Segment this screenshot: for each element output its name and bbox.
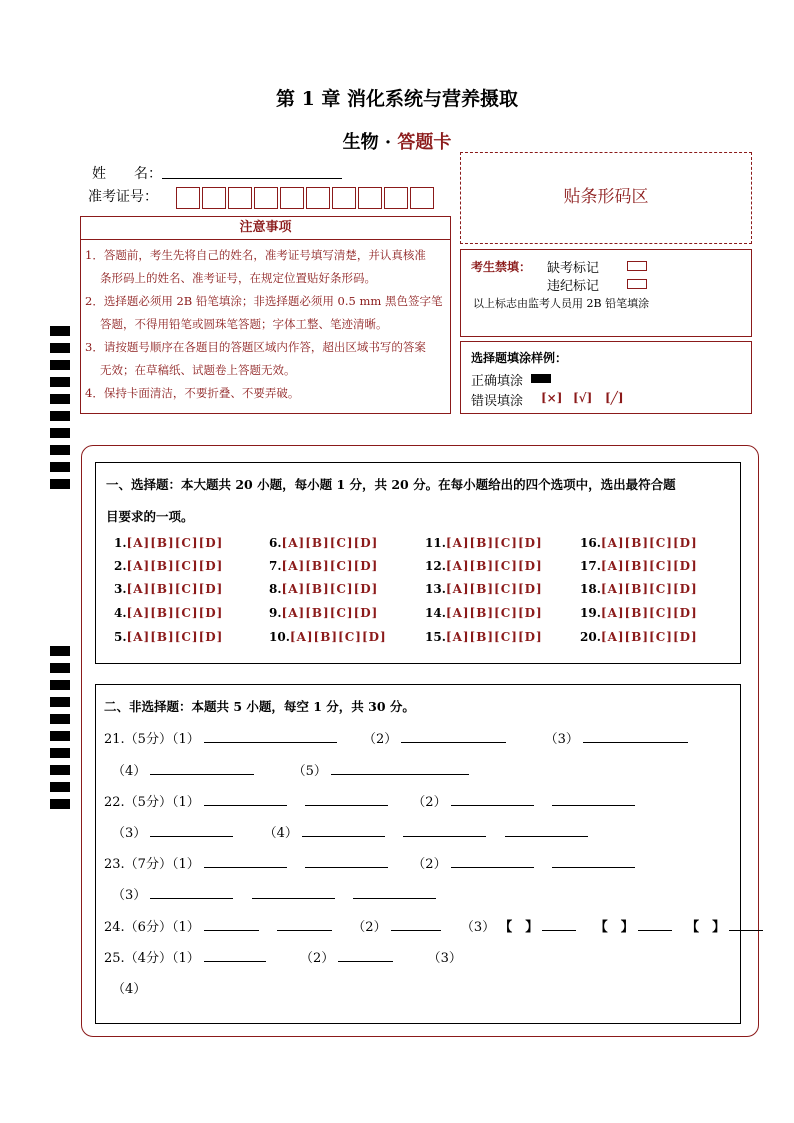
id-digit-box[interactable] — [358, 187, 382, 209]
answer-blank[interactable] — [150, 884, 233, 899]
answer-blank[interactable] — [391, 916, 441, 931]
id-digit-box[interactable] — [384, 187, 408, 209]
notice-item: 3．请按题号顺序在各题目的答题区域内作答，超出区域书写的答案 — [85, 340, 426, 354]
examiner-only-box — [460, 249, 752, 337]
card-label: 答题卡 — [397, 132, 452, 153]
question-row[interactable]: 7.[A][B][C][D] — [269, 559, 379, 573]
answer-blank[interactable] — [277, 916, 332, 931]
correct-fill-label: 正确填涂 — [471, 374, 524, 389]
answer-blank[interactable] — [302, 822, 385, 837]
answer-blank[interactable] — [204, 791, 287, 806]
question-row[interactable]: 11.[A][B][C][D] — [425, 536, 543, 550]
timing-mark — [50, 697, 70, 707]
chapter-label: 第 1 章 — [275, 88, 341, 110]
answer-blank[interactable] — [729, 916, 763, 931]
question-row[interactable]: 3.[A][B][C][D] — [114, 582, 224, 596]
timing-mark — [50, 663, 70, 673]
topic-label: 消化系统与营养摄取 — [347, 88, 519, 110]
wrong-mark-check: [√] — [573, 391, 593, 405]
answer-blank[interactable] — [552, 853, 635, 868]
answer-blank[interactable] — [331, 760, 469, 775]
notice-title: 注意事项 — [81, 217, 450, 240]
forbidden-label: 考生禁填： — [471, 260, 532, 274]
question-24: 24.（6分）（1） （2） （3） 【 】 【 】 【 】 — [104, 916, 763, 935]
id-digit-box[interactable] — [332, 187, 356, 209]
answer-blank[interactable] — [150, 760, 254, 775]
section1-title-line2: 目要求的一项。 — [106, 509, 194, 524]
timing-mark — [50, 646, 70, 656]
violation-mark-box[interactable] — [627, 279, 647, 289]
filled-mark-icon — [531, 374, 551, 383]
multiple-choice-section — [95, 462, 741, 664]
timing-mark — [50, 360, 70, 370]
timing-mark — [50, 343, 70, 353]
answer-blank[interactable] — [552, 791, 635, 806]
question-row[interactable]: 12.[A][B][C][D] — [425, 559, 543, 573]
wrong-fill-label: 错误填涂 — [471, 394, 524, 409]
id-digit-box[interactable] — [228, 187, 252, 209]
question-row[interactable]: 9.[A][B][C][D] — [269, 606, 379, 620]
answer-blank[interactable] — [451, 791, 534, 806]
timing-mark — [50, 799, 70, 809]
forbidden-note: 以上标志由监考人员用 2B 铅笔填涂 — [473, 297, 650, 310]
question-row[interactable]: 8.[A][B][C][D] — [269, 582, 379, 596]
question-row[interactable]: 4.[A][B][C][D] — [114, 606, 224, 620]
question-23-cont: （3） — [112, 884, 436, 903]
absent-mark-box[interactable] — [627, 261, 647, 271]
question-row[interactable]: 18.[A][B][C][D] — [580, 582, 698, 596]
notice-item: 无效；在草稿纸、试题卷上答题无效。 — [100, 363, 296, 377]
question-25: 25.（4分）（1） （2） （3） — [104, 947, 462, 966]
timing-mark — [50, 714, 70, 724]
subject-label: 生物 — [342, 132, 379, 153]
timing-mark — [50, 731, 70, 741]
question-row[interactable]: 15.[A][B][C][D] — [425, 630, 543, 644]
dot-separator: · — [384, 132, 392, 153]
answer-blank[interactable] — [252, 884, 335, 899]
timing-mark — [50, 411, 70, 421]
id-digit-box[interactable] — [410, 187, 434, 209]
answer-blank[interactable] — [583, 728, 688, 743]
answer-blank[interactable] — [305, 791, 388, 806]
notice-item: 4．保持卡面清洁，不要折叠、不要弄破。 — [85, 386, 300, 400]
page-title — [0, 84, 794, 111]
question-row[interactable]: 13.[A][B][C][D] — [425, 582, 543, 596]
timing-mark — [50, 680, 70, 690]
answer-blank[interactable] — [150, 822, 233, 837]
notice-box — [80, 216, 451, 414]
id-digit-box[interactable] — [280, 187, 304, 209]
question-row[interactable]: 5.[A][B][C][D] — [114, 630, 224, 644]
timing-mark — [50, 377, 70, 387]
name-field[interactable] — [162, 178, 342, 179]
notice-item: 2．选择题必须用 2B 铅笔填涂；非选择题必须用 0.5 mm 黑色签字笔 — [85, 294, 443, 308]
question-row[interactable]: 10.[A][B][C][D] — [269, 630, 387, 644]
answer-blank[interactable] — [638, 916, 672, 931]
question-21-cont: （4） （5） — [112, 760, 469, 779]
question-row[interactable]: 1.[A][B][C][D] — [114, 536, 224, 550]
page-subtitle — [0, 128, 794, 154]
wrong-mark-x: [×] — [541, 391, 563, 405]
sample-title: 选择题填涂样例： — [471, 351, 568, 365]
question-row[interactable]: 17.[A][B][C][D] — [580, 559, 698, 573]
section1-title-line1: 一、选择题：本大题共 20 小题，每小题 1 分，共 20 分。在每小题给出的四个选项中，选出最符合题 — [106, 477, 676, 492]
question-22-cont: （3） （4） — [112, 822, 588, 841]
question-row[interactable]: 2.[A][B][C][D] — [114, 559, 224, 573]
section2-title: 二、非选择题：本题共 5 小题，每空 1 分，共 30 分。 — [104, 699, 415, 714]
answer-blank[interactable] — [451, 853, 534, 868]
notice-item: 条形码上的姓名、准考证号，在规定位置贴好条形码。 — [100, 271, 376, 285]
answer-blank[interactable] — [401, 728, 506, 743]
answer-blank[interactable] — [305, 853, 388, 868]
timing-mark — [50, 428, 70, 438]
timing-mark — [50, 445, 70, 455]
notice-item: 答题，不得用铅笔或圆珠笔答题；字体工整、笔迹清晰。 — [100, 317, 388, 331]
id-digit-box[interactable] — [176, 187, 200, 209]
violation-label: 违纪标记 — [547, 279, 600, 294]
wrong-mark-slash: [╱] — [605, 391, 624, 405]
timing-mark — [50, 462, 70, 472]
question-row[interactable]: 14.[A][B][C][D] — [425, 606, 543, 620]
timing-mark — [50, 326, 70, 336]
answer-blank[interactable] — [505, 822, 588, 837]
question-22: 22.（5分）（1） （2） — [104, 791, 635, 810]
answer-blank[interactable] — [403, 822, 486, 837]
answer-blank[interactable] — [353, 884, 436, 899]
answer-blank[interactable] — [542, 916, 576, 931]
name-label: 姓 名： — [92, 166, 162, 182]
question-25-cont: （4） — [112, 982, 147, 997]
fill-sample-box — [460, 341, 752, 414]
notice-item: 1．答题前，考生先将自己的姓名，准考证号填写清楚，并认真核准 — [85, 248, 426, 262]
answer-blank[interactable] — [204, 853, 287, 868]
timing-mark — [50, 782, 70, 792]
id-digit-box[interactable] — [254, 187, 278, 209]
question-23: 23.（7分）（1） （2） — [104, 853, 635, 872]
question-row[interactable]: 16.[A][B][C][D] — [580, 536, 698, 550]
id-digit-box[interactable] — [306, 187, 330, 209]
barcode-area: 贴条形码区 — [460, 152, 752, 244]
timing-mark — [50, 394, 70, 404]
question-21: 21.（5分）（1） （2） （3） — [104, 728, 688, 747]
answer-blank[interactable] — [204, 947, 266, 962]
answer-blank[interactable] — [204, 728, 337, 743]
answer-blank[interactable] — [204, 916, 259, 931]
question-row[interactable]: 19.[A][B][C][D] — [580, 606, 698, 620]
timing-mark — [50, 748, 70, 758]
answer-blank[interactable] — [338, 947, 393, 962]
id-label: 准考证号： — [88, 189, 158, 205]
timing-mark — [50, 765, 70, 775]
timing-mark — [50, 479, 70, 489]
absent-label: 缺考标记 — [547, 261, 600, 276]
question-row[interactable]: 6.[A][B][C][D] — [269, 536, 379, 550]
question-row[interactable]: 20.[A][B][C][D] — [580, 630, 698, 644]
id-digit-box[interactable] — [202, 187, 226, 209]
